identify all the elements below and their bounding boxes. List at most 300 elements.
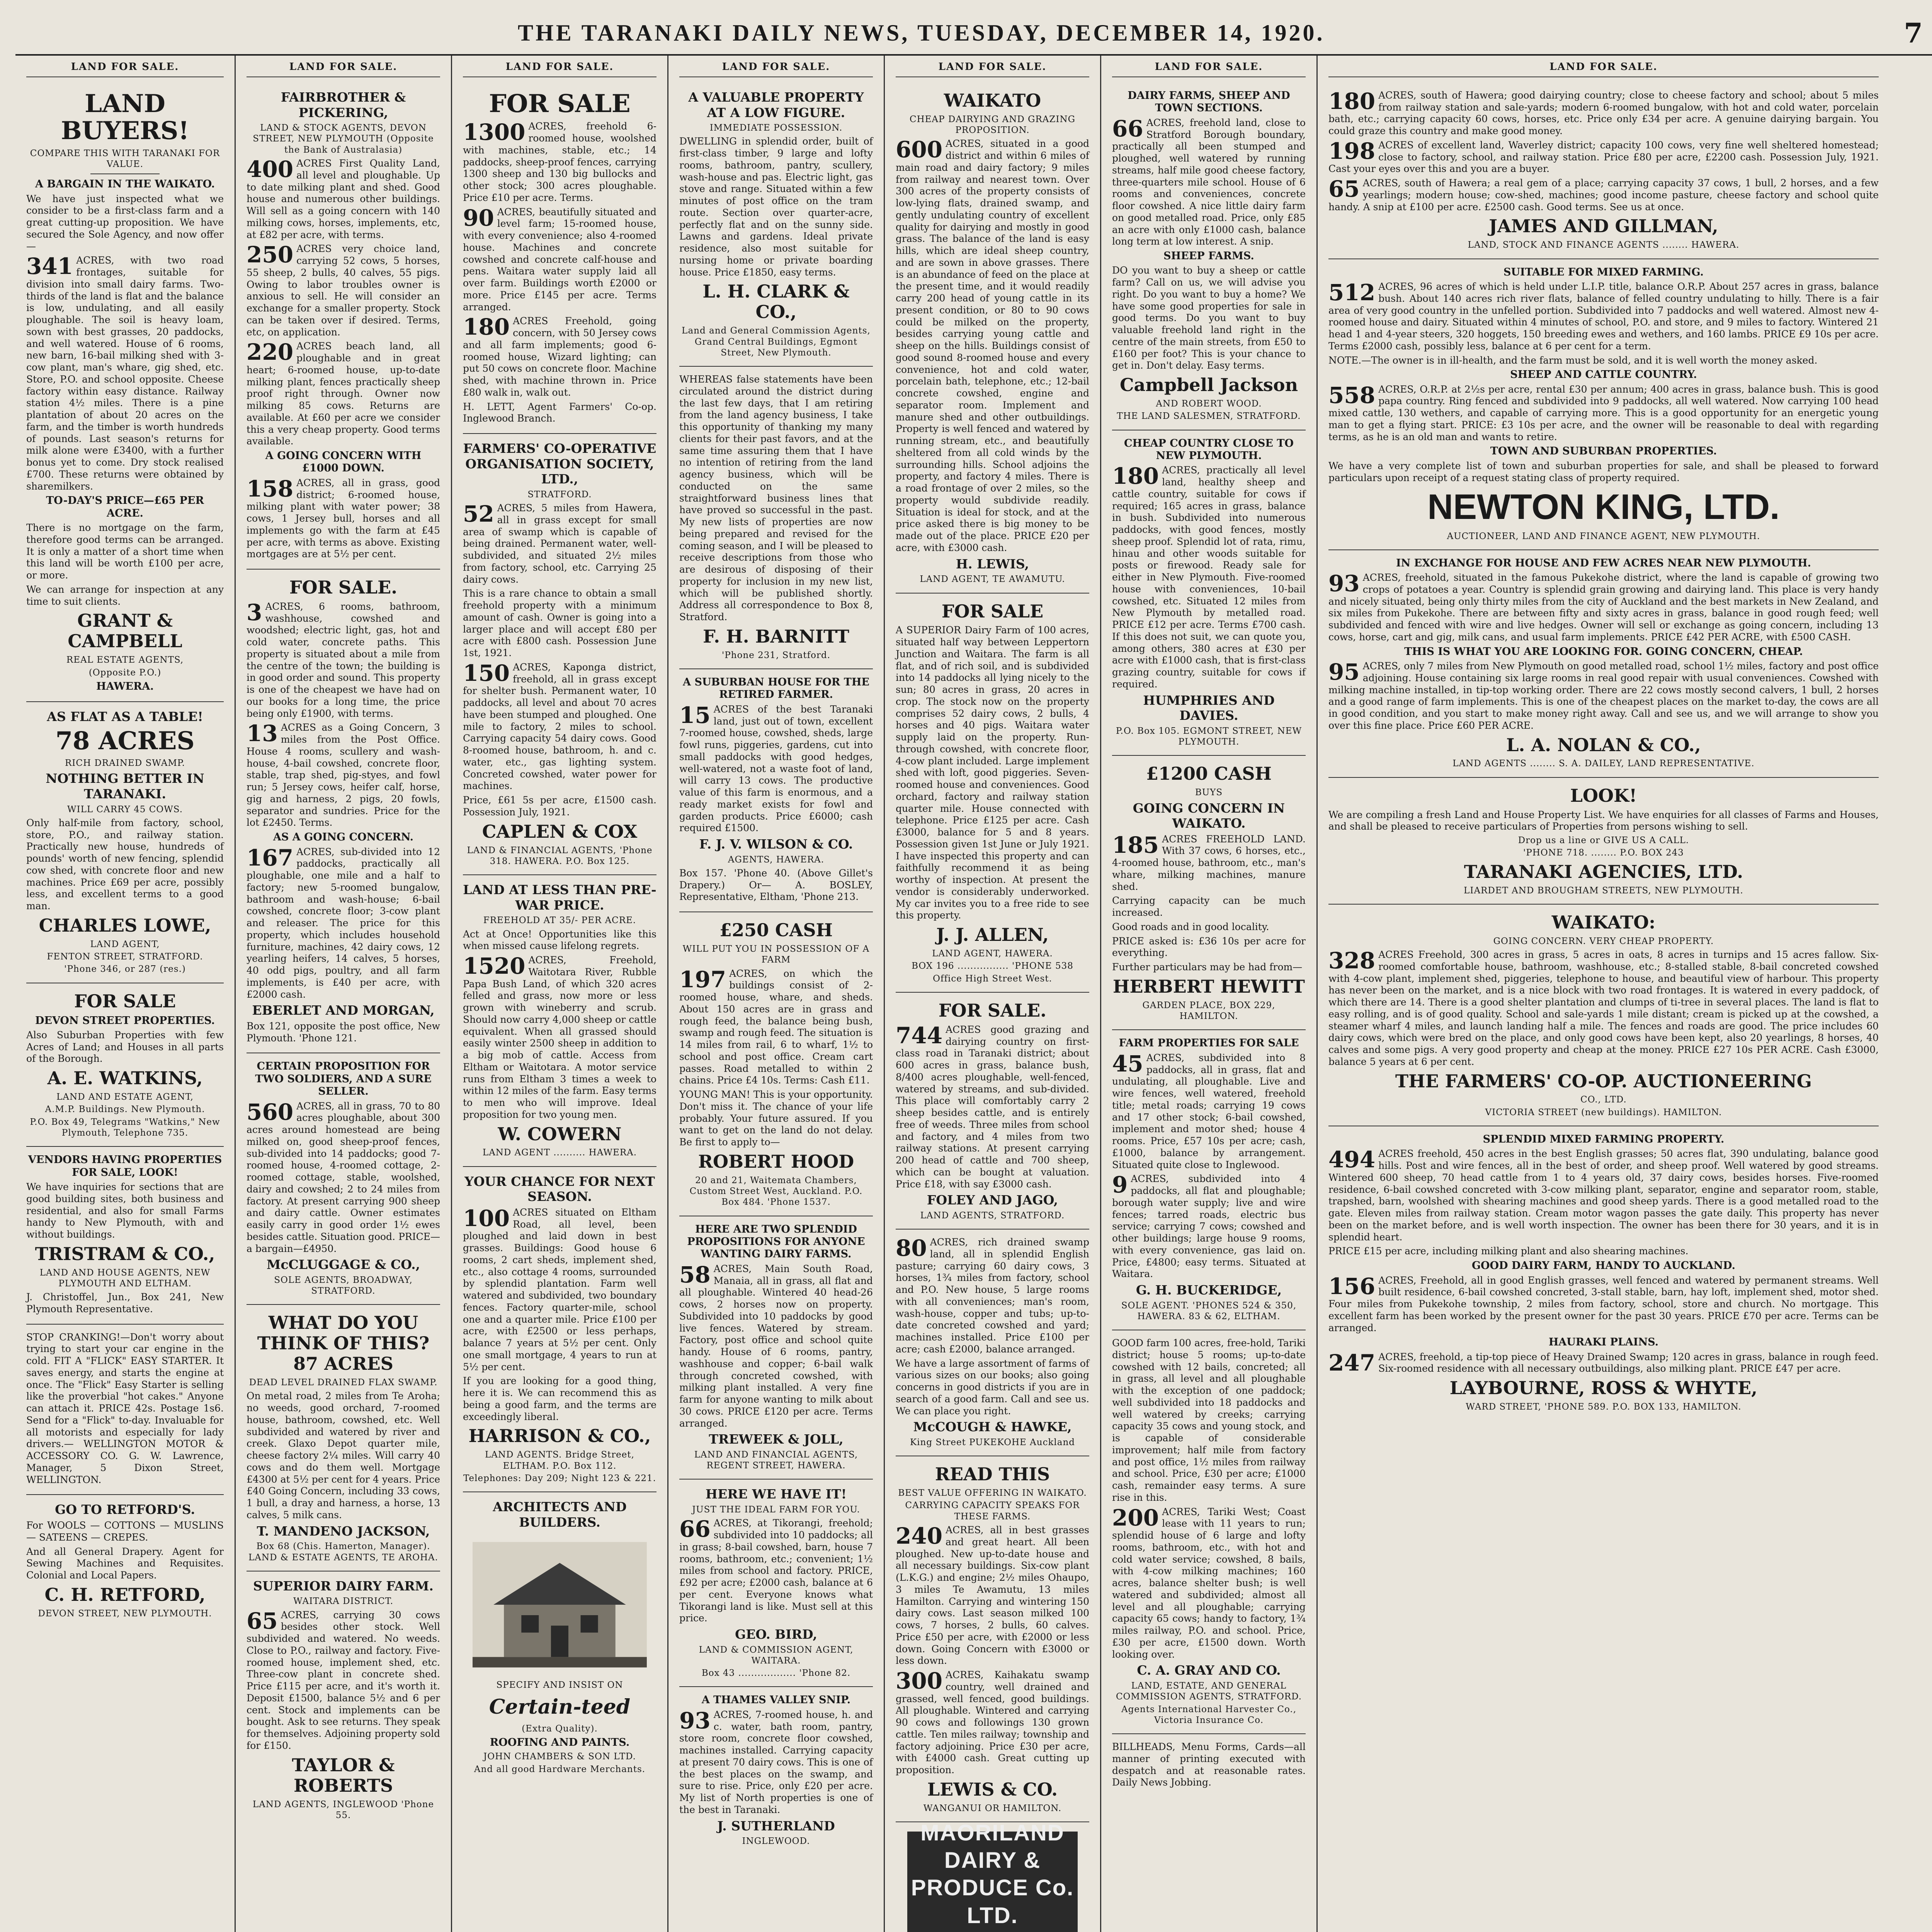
ad-waikato-dairying (896, 83, 1089, 594)
acreage: 300 (896, 1668, 943, 1694)
agent-name: C. H. RETFORD, (44, 1584, 206, 1605)
acreage: 93 (1328, 570, 1360, 597)
listing-text: ACRES, south of Hawera; a real gem of a place; carrying capacity 37 cows, 1 bull, 2 horses, and a few yearlings; modern house; cow-shed, machines; good income pasture, cheese factory and school quite handy. A snip at £100 per acre. £2500 cash. Good terms. See us at once. (1328, 177, 1879, 213)
ad-suburban-house (679, 669, 873, 912)
acreage: 247 (1328, 1349, 1376, 1376)
agent-name: HERBERT HEWITT (1113, 976, 1305, 997)
ad-title: SUITABLE FOR MIXED FARMING. (1503, 266, 1704, 278)
ad-listing (896, 1024, 1089, 1190)
agent-sub: CO., LTD. (1580, 1095, 1627, 1105)
listing-text: ACRES, on which the buildings consist of 2-roomed house, whare, and sheds. About 150 acres are in grass and rough feed, the balance being bush, swamp and rough feed. The situation is 14 miles from rail, 6 to wharf, 1½ to school and post office. Cream cart passes. Road metalled to within 2 chains. Price £4 10s. Terms: Cash £11. (679, 968, 873, 1086)
ad-subtitle: IMMEDIATE POSSESSION. (709, 123, 843, 133)
ad-devon (26, 983, 224, 1147)
ad-listing (1328, 572, 1879, 643)
ad-text: WHEREAS false statements have been circulated around the district during the last few days, that I am retiring from the land agency business, I take this opportunity of thanking my many clients for their past favors, and at the same time assuring them that I have no intention of retiring from the land agency business, which will be conducted on the same straightforward business lines that have proved so successful in the past. My new lists of properties are now being prepared and revised for the coming season, and I will be pleased to receive descriptions from those who are desirous of disposing of their property for inclusion in my new list, which will be published shortly. Address all correspondence to Box 8, Stratford. (679, 374, 873, 623)
ad-fairbrother (247, 83, 440, 570)
ad-listing (1328, 1275, 1879, 1334)
agent-addr: J. Christoffel, Jun., Box 241, New Plymouth Representative. (26, 1291, 224, 1315)
agent-name: W. COWERN (498, 1123, 622, 1145)
ad-cheap-country (1112, 430, 1306, 756)
ad-text: STOP CRANKING!—Don't worry about trying to start your car engine in the cold. FIT A "FLICK" EASY STARTER. It saves energy, and starts the engine at once. The "Flick" Easy Starter is selling like the proverbial "hot cakes." Anyone can attach it. PRICE 42s. Postage 1s6. Send for a "Flick" to-day. Invaluable for all motorists and especially for lady drivers.— WELLINGTON MOTOR & ACCESSORY CO. G. W. Lawrence, Manager, 5 Dixon Street, WELLINGTON. (26, 1331, 224, 1485)
ad-waikato-going-concern (1328, 905, 1879, 1126)
acreage: 167 (247, 844, 294, 871)
ad-text: Carrying capacity can be much increased. (1112, 895, 1306, 918)
acreage: 220 (247, 339, 294, 366)
ad-subtitle: WILL CARRY 45 COWS. (67, 804, 183, 815)
ad-listing (1328, 90, 1879, 137)
ad-read-this (896, 1456, 1089, 1822)
ad-heading: GOING CONCERN IN WAIKATO. (1133, 800, 1285, 831)
ad-heading: NOTHING BETTER IN TARANAKI. (46, 771, 204, 802)
ad-lett (463, 83, 656, 434)
acreage: 185 (1112, 832, 1159, 858)
ad-title: AS FLAT AS A TABLE! (47, 709, 203, 724)
ad-listing (463, 954, 656, 1121)
agent-sub: LAND AGENTS, STRATFORD. (920, 1210, 1065, 1221)
agent-name: HARRISON & CO., (468, 1425, 651, 1447)
ad-subtitle: CARRYING CAPACITY SPEAKS FOR THESE FARMS. (905, 1500, 1080, 1522)
ad-text: We have just inspected what we consider to be a first-class farm and a great cutting-up proposition. We have secured the Sole Agency, and now offer— (26, 193, 224, 252)
price: PRICE asked is: £36 10s per acre for everything. (1112, 935, 1306, 959)
agent-name: Campbell Jackson (1119, 374, 1298, 396)
ad-list: For WOOLS — COTTONS — MUSLINS — SATEENS — CREPES. (26, 1520, 224, 1543)
ad-text: A SUPERIOR Dairy Farm of 100 acres, situated half way between Leppertorn Junction and Waitara. The farm is all flat, and of rich soil, and is subdivided into 14 paddocks all lying nicely to the sun; 80 acres in grass, 20 acres in crop. The stock now on the property comprises 52 dairy cows, 2 bulls, 4 horses and 40 pigs. Waitara water supply laid on the property. Run-through cowshed, with concrete floor, 4-cow plant included. Large implement shed with loft, good piggeries. Seven-roomed house and conveniences. Good orchard, factory and railway station quarter mile. House connected with telephone. Price £125 per acre. Cash £3000, balance for 5 and 8 years. Possession given 1st June or July 1921. I have inspected this property and can faithfully recommend it as being worthy of inspection. At present the vendor is considerably underworked. My car invites you to a free ride to see this property. (896, 624, 1089, 921)
ad-pre-war (463, 875, 656, 1167)
agent-sub: SOLE AGENTS, BROADWAY, STRATFORD. (274, 1275, 413, 1296)
ad-valuable-property (679, 83, 873, 367)
acreage: 66 (1112, 115, 1143, 142)
listing-text: ACRES, Kaponga district, freehold, all in grass except for shelter bush. Permanent water, 10 paddocks, all level and about 70 acres have been stumped and ploughed. One mile to factory, 2 miles to school. Carrying capacity 54 dairy cows. Good 8-roomed house, bathroom, h. and c. water, etc., gas lighting system. Concreted cowshed, water power for machines. (463, 661, 656, 792)
acreage: 93 (679, 1707, 711, 1734)
agent-sub: LAND & COMMISSION AGENT, WAITARA. (699, 1645, 854, 1666)
listing-text: ACRES First Quality Land, all level and ploughable. Up to date milking plant and shed. Good house and numerous other buildings. Will sell as a going concern with 140 milking cows, horses, implements, etc, at £82 per acre, with terms. (247, 158, 440, 240)
ad-listing (679, 1709, 873, 1816)
acreage: 15 (679, 702, 711, 728)
agent-sub: LAND AGENT, TE AWAMUTU. (920, 574, 1065, 585)
ad-flat-table (26, 702, 224, 983)
listing-text: ACRES, Freehold, Waitotara River, Rubble Papa Bush Land, of which 320 acres felled and grass, now more or less grown with wineberry and scrub. Should now carry 4,000 sheep or cattle equivalent. When all grassed should easily winter 2500 sheep in addition to a big mob of cattle. Access from Eltham or Waitotara. A motor service runs from Eltham 3 times a week to within 12 miles of the farm. Easy terms to men who will improve. Ideal proposition for two young men. (463, 954, 656, 1120)
ad-james-gillman (1328, 83, 1879, 259)
ad-listing (679, 704, 873, 834)
ad-text: Also Suburban Properties with few Acres of Land; and Houses in all parts of the Borough. (26, 1029, 224, 1065)
ad-two-propositions (679, 1216, 873, 1480)
listing-text: ACRES, Main South Road, Manaia, all in grass, all flat and all ploughable. Wintered 40 head-26 cows, 2 horses now on property. Subdivided into 10 paddocks by good live fences. Watered by stream. Factory, post office and school quite handy. House of 6 rooms, pantry, washhouse and copper; 6-bail walk through concreted cowshed, with milking plant installed. A very fine farm for anyone wanting to milk about 30 cows. PRICE £120 per acre. Terms arranged. (679, 1263, 873, 1429)
ad-text: GOOD farm 100 acres, free-hold, Tariki district; house 5 rooms; up-to-date cowshed with 12 bails, concreted; all in grass, all level and all ploughable with the exception of one paddock; well subdivided into 18 paddocks and well watered by creeks; carrying capacity 35 cows and young stock, and is capable of considerable improvement; half mile from factory and post office, 1½ miles from railway and school. Price, £30 per acre; £1000 cash, remainder easy terms. A sure rise in this. (1112, 1337, 1306, 1503)
ad-thames-snip (679, 1687, 873, 1854)
agent-phone: Telephones: Day 209; Night 123 & 221. (463, 1473, 656, 1483)
agent-name: HUMPHRIES AND DAVIES. (1143, 692, 1275, 723)
listing-text: ACRES, south of Hawera; good dairying country; close to cheese factory and school; about 5 miles from railway station and sale-yards; modern 6-roomed bungalow, with hot and cold water, porcelain bath, etc.; carrying capacity 60 cows, horses, etc. Price only £34 per acre. A genuine dairying bargain. You could graze this country and make good money. (1328, 89, 1879, 137)
masthead (15, 12, 1932, 56)
column-header: LAND FOR SALE. (1112, 60, 1306, 77)
ad-nolan (1328, 550, 1879, 778)
agent-name: L. A. NOLAN & CO., (1506, 734, 1701, 755)
ad-subtitle: FREEHOLD AT 35/- PER ACRE. (483, 915, 636, 926)
ad-listing (1328, 1351, 1879, 1375)
ad-listing (679, 1517, 873, 1624)
ad-text: If you are looking for a good thing, here it is. We can recommend this as being a good farm, and the terms are exceedingly liberal. (463, 1375, 656, 1422)
column-5 (885, 56, 1101, 1932)
listing-text: ACRES, O.R.P. at 2½s per acre, rental £30 per annum; 400 acres in grass, balance bush. This is good papa country. Ring fenced and subdivided into 9 paddocks, all well watered. Now carrying 100 head mixed cattle, 130 wethers, and capable of carrying more. This is a good opportunity for an energetic young man to get a flying start. PRICE: £3 10s per acre, and the owner will be reasonable to deal with regarding terms, as he is an old man and wants to retire. (1328, 383, 1879, 442)
ad-listing (463, 662, 656, 792)
ad-text: There is no mortgage on the farm, therefore good terms can be arranged. It is only a matter of a short time when this land will be worth £100 per acre, or more. (26, 522, 224, 581)
ad-title: ARCHITECTS AND BUILDERS. (493, 1499, 627, 1530)
ad-title: IN EXCHANGE FOR HOUSE AND FEW ACRES NEAR NEW PLYMOUTH. (1396, 557, 1811, 569)
ad-billheads (1112, 1734, 1306, 1797)
acreage: 65 (1328, 176, 1360, 202)
acreage: 3 (247, 599, 262, 626)
ad-text: NOTE.—The owner is in ill-health, and the farm must be sold, and it is well worth the money asked. (1328, 354, 1818, 366)
listing-text: ACRES, freehold land, close to Stratford Borough boundary, practically all been stumped and ploughed, well watered by running streams, half mile good cheese factory, three-quarters mile school. House of 6 rooms and conveniences, concrete floor cowshed. A nice little dairy farm on good metalled road. Price, only £85 an acre with only £1000 cash, balance long term at low interest. A snip. (1112, 117, 1306, 247)
listing-text: ACRES, at Tikorangi, freehold; subdivided into 10 paddocks; all in grass; 8-bail cowshed, barn, house 7 rooms, bathroom, etc.; convenient; 1½ miles from school and factory. PRICE, £92 per acre; £2000 cash, balance at 6 per cent. Everyone knows what Tikorangi land is like. Must sell at this price. (679, 1517, 873, 1624)
ad-title: A THAMES VALLEY SNIP. (701, 1694, 851, 1706)
agent-name: T. MANDENO JACKSON, (257, 1523, 430, 1539)
ad-eberlet (247, 570, 440, 1053)
ad-text: On metal road, 2 miles from Te Aroha; no weeds, good orchard, 7-roomed house, bathroom, cowshed, etc. Well subdivided and watered by river and creek. Glaxo Depot quarter mile, cheese factory 2¼ miles. Will carry 40 cows and do them well. Mortgage £4300 at 5½ per cent for 4 years. Price £40 Going Concern, including 33 cows, 1 bull, a dray and harness, a horse, 13 calves, 5 milk cans. (247, 1390, 440, 1520)
listing-text: ACRES Freehold, going concern, with 50 Jersey cows and all farm implements; good 6-roomed house, Wizard lighting; can put 50 cows on concrete floor. Machine shed, with machine thrown in. Price £80 walk in, walk out. (463, 315, 656, 398)
listing-text: ACRES, all in grass, good district; 6-roomed house, milking plant with water power; 38 cows, 1 Jersey bull, horses and all implements go with the farm at £45 per acre, with terms as above. Existing mortgages are at 5½ per cent. (247, 477, 440, 560)
ad-acres: 78 ACRES (55, 726, 195, 755)
maoriland-logo (907, 1820, 1078, 1932)
ad-text: BILLHEADS, Menu Forms, Cards—all manner of printing executed with despatch and at reasonable rates. Daily News Jobbing. (1112, 1741, 1306, 1788)
agent-name: A. E. WATKINS, (47, 1068, 203, 1089)
agent-name: EBERLET AND MORGAN, (252, 1003, 435, 1018)
agent-phone: 'PHONE 718. ........ P.O. BOX 243 (1523, 848, 1684, 858)
agent-name: L. H. CLARK & CO., (702, 281, 850, 323)
agent-name: JAMES AND GILLMAN, (1489, 216, 1718, 237)
ad-heading: A GOING CONCERN WITH £1000 DOWN. (265, 450, 422, 474)
listing-text: ACRES, carrying 30 cows besides other stock. Well subdivided and watered. No weeds. Close to P.O., railway and factory. Five-roomed house, implement shed, etc. Three-cow plant in concrete shed. Price £115 per acre, and it's worth it. Deposit £1500, balance 5½ and 6 per cent. Stock and implements can be bought. Ask to see returns. They speak for themselves. Adjoining property sold for £150. (247, 1609, 440, 1751)
listing-text: ACRES, freehold 6-roomed house, woolshed with machines, stable, etc.; 14 paddocks, sheep-proof fences, carrying 1300 sheep and 130 big bullocks and other stock; 300 acres ploughable. Price £10 per acre. Terms. (463, 121, 656, 203)
ad-subtitle: WAITARA DISTRICT. (293, 1596, 394, 1607)
ad-listing (1112, 1506, 1306, 1661)
ad-title: SPLENDID MIXED FARMING PROPERTY. (1483, 1133, 1725, 1145)
agent-sub: Agents International Harvester Co., Victoria Insurance Co. (1121, 1704, 1297, 1725)
agent-phone: 'Phone 231, Stratford. (721, 650, 831, 660)
ad-listing (247, 722, 440, 829)
ad-listing (896, 1524, 1089, 1667)
ad-text: We have a large assortment of farms of various sizes on our books; also going concerns in good districts if you are in search of a good farm. Call and see us. We can place you right. (896, 1357, 1089, 1417)
agent-name: GRANT & CAMPBELL (68, 610, 182, 652)
ad-subtitle: CHEAP DAIRYING AND GRAZING PROPOSITION. (909, 114, 1076, 136)
ad-listing (463, 206, 656, 313)
ad-1200-cash (1112, 756, 1306, 1030)
column-6 (1101, 56, 1318, 1932)
ad-listing (247, 158, 440, 241)
listing-text: ACRES, Tariki West; Coast lease with 11 years to run; splendid house of 6 large and lofty rooms, bathroom, etc., with hot and cold water service; cowshed, 8 bails, with 4-cow milking machines; 160 acres, balance shelter bush; is well watered and subdivided; almost all level and all ploughable; carrying capacity 65 cows; handy to factory, 1¾ miles railway, P.O. and school. Price, £30 per acre, £1500 down. Worth looking over. (1112, 1506, 1306, 1660)
ad-text: Act at Once! Opportunities like this when missed cause lifelong regrets. (463, 928, 656, 952)
ad-title: £250 CASH (719, 920, 833, 941)
ad-text: We have inquiries for sections that are good building sites, both business and residential, and also for small Farms handy to New Plymouth, with and without buildings. (26, 1181, 224, 1240)
ad-title: A VALUABLE PROPERTY AT A LOW FIGURE. (688, 89, 864, 120)
column-header: LAND FOR SALE. (26, 60, 224, 77)
ad-subtitle: BEST VALUE OFFERING IN WAIKATO. (898, 1488, 1087, 1498)
agent-addr: (Opposite P.O.) (88, 667, 162, 678)
agent-name: FAIRBROTHER & PICKERING, (281, 89, 406, 120)
acreage: 156 (1328, 1273, 1376, 1299)
ad-superior-dairy (247, 1571, 440, 1828)
agent-sub: SOLE AGENT. 'PHONES 524 & 350, HAWERA. 83 & 62, ELTHAM. (1121, 1300, 1297, 1321)
agent-name: TARANAKI AGENCIES, LTD. (1464, 861, 1743, 882)
agent-addr: Box 157. 'Phone 40. (Above Gillet's Drapery.) Or— A. BOSLEY, Representative, Eltham, 'Phone 213. (679, 867, 873, 903)
listing-text: ACRES Freehold, 300 acres in grass, 5 acres in oats, 8 acres in turnips and 15 acres fallow. Six-roomed comfortable house, bathroom, washhouse, etc.; 8-stalled stable, 8-bail concreted cowshed with 4-cow plant, implement shed, piggeries, telephone to house, and beautiful view of harbour. This property has never been on the market, and is a nice block with two road frontages. It is watered in every paddock, of which there are 14. There is a good shelter plantation and clumps of ti-tree in several places. The land is flat to easy rolling, and is of good quality. School and sale-yards 1 mile distant; cream is picked up at the cowshed, a steamer wharf 4 miles, and launch landing half a mile. The fences and roads are good. The price includes 60 dairy cows, which were bred on the place, and only good cows have been kept, also 20 yearlings, 8 horses, 40 calves and some pigs. A very good property and cheap at the money. PRICE £27 10s PER ACRE. Cash £3000, balance 5 years at 6 per cent. (1328, 949, 1879, 1067)
listing-text: ACRES of excellent land, Waverley district; capacity 100 cows, very fine well sheltered homestead; close to factory, school, and railway station. Price £80 per acre, £2200 cash. Possession July, 1921. Cast your eyes over this and you are a buyer. (1328, 139, 1879, 175)
ad-listing (679, 968, 873, 1087)
agent-name: GEO. BIRD, (735, 1627, 817, 1642)
listing-text: ACRES very choice land, carrying 52 cows, 5 horses, 55 sheep, 2 bulls, 40 calves, 55 pigs. Owing to labor troubles owner is anxious to sell. He will consider an exchange for a smaller property. Stock can be taken over if desired. Terms, etc, on application. (247, 243, 440, 338)
agent-sub: LAND AND FINANCIAL AGENTS, REGENT STREET, HAWERA. (694, 1449, 858, 1471)
ad-heading: ROOFING AND PAINTS. (490, 1736, 630, 1748)
ad-listing (1328, 384, 1879, 443)
agent-sub: And all good Hardware Merchants. (474, 1764, 646, 1774)
agent-sub: LIARDET AND BROUGHAM STREETS, NEW PLYMOUTH. (1464, 885, 1743, 896)
ad-mccough-hawke (896, 1230, 1089, 1456)
acreage: 200 (1112, 1504, 1159, 1531)
ad-heading: SHEEP FARMS. (1163, 250, 1254, 262)
acreage: 560 (247, 1099, 294, 1125)
agent-sub: LAND AGENT .......... HAWERA. (482, 1148, 637, 1158)
acreage: 65 (247, 1607, 278, 1634)
ad-listing (247, 1100, 440, 1255)
agent-name: McCLUGGAGE & CO., (266, 1257, 420, 1272)
agent-name: J. J. ALLEN, (936, 924, 1049, 946)
agent-name: F. J. V. WILSON & CO. (699, 837, 853, 852)
acreage: 1520 (463, 953, 526, 980)
agent-name: FOLEY AND JAGO, (927, 1192, 1058, 1208)
acreage: 1300 (463, 119, 526, 146)
ad-listing (679, 1263, 873, 1430)
ad-title: FOR SALE (489, 89, 631, 118)
agent-name: C. A. GRAY AND CO. (1137, 1663, 1281, 1678)
column-4 (668, 56, 885, 1932)
ad-listing (26, 255, 224, 492)
listing-text: ACRES of the best Taranaki land, just out of town, excellent 7-roomed house, cowshed, sheds, large fowl runs, piggeries, gardens, cut into small paddocks with good hedges, well-watered, not a waste foot of land, will carry 13 cows. The productive value of this farm is enormous, and a ready market exists for fowl and garden products. Price £6000; cash required £1500. (679, 703, 873, 834)
ad-listing (247, 243, 440, 338)
listing-text: ACRES situated on Eltham Road, all level, been ploughed and laid down in best grasses. Buildings: Good house 6 rooms, 2 cart sheds, implement shed, etc., also cottage 4 rooms, surrounded by splendid plantation. Farm well watered and subdivided, two boundary fences. Factory quarter-mile, school one and a quarter mile. Price £100 per acre, with £2500 or less perhaps, balance 7 years at 5½ per cent. Only one small mortgage, 4 years to run at 5½ per cent. (463, 1206, 656, 1372)
acreage: 180 (1328, 88, 1376, 114)
ad-listing (463, 502, 656, 585)
acreage: 512 (1328, 279, 1376, 306)
column-3 (452, 56, 668, 1932)
price: TO-DAY'S PRICE—£65 PER ACRE. (46, 495, 204, 519)
acreage: 90 (463, 204, 494, 231)
ad-text: We are compiling a fresh Land and House Property List. We have enquiries for all classes of Farms and Houses, and shall be pleased to receive particulars of Properties from persons wishing to sell. (1328, 809, 1879, 832)
agent-sub: AUCTIONEER, LAND AND FINANCE AGENT, NEW PLYMOUTH. (1447, 531, 1760, 541)
listing-text: ACRES, Freehold, all in good English grasses, well fenced and watered by permanent streams. Well built residence, 6-bail cowshed concreted, 3-stall stable, barn, hay loft, implement shed, motor shed. Four miles from Pukekohe township, 2 miles from factory, school, store and church. No mortgage. This excellent farm has been worked by the present owner for the past 30 years. PRICE £70 per acre. Terms can be arranged. (1328, 1274, 1879, 1333)
ad-farm-properties (1112, 1030, 1306, 1330)
ad-listing (247, 846, 440, 1001)
ad-campbell-jackson (1112, 83, 1306, 430)
price: Price, £61 5s per acre, £1500 cash. Possession July, 1921. (463, 794, 656, 818)
ad-text: And all General Drapery. Agent for Sewing Machines and Requisites. Colonial and Local Papers. (26, 1546, 224, 1581)
ad-gray-co (1112, 1330, 1306, 1734)
acreage: 100 (463, 1205, 510, 1231)
ad-title: FOR SALE (74, 990, 176, 1012)
ad-title: LAND AT LESS THAN PRE-WAR PRICE. (463, 882, 656, 913)
agent-name: THE FARMERS' CO-OP. AUCTIONEERING (1395, 1070, 1812, 1092)
agent-sub: GARDEN PLACE, BOX 229, HAMILTON. (1142, 1000, 1276, 1022)
acreage: 9 (1112, 1172, 1128, 1198)
ad-title: CHEAP COUNTRY CLOSE TO NEW PLYMOUTH. (1124, 437, 1294, 462)
agent-sub: 20 and 21, Waitemata Chambers, Custom Street West, Auckland. P.O. Box 484. 'Phone 1537. (689, 1175, 863, 1208)
ad-newton-king (1328, 259, 1879, 550)
agent-phone: BOX 196 ................ 'PHONE 538 (912, 961, 1073, 971)
ad-title: LOOK! (1570, 785, 1637, 806)
acreage: 198 (1328, 138, 1376, 164)
ad-text: This is a rare chance to obtain a small freehold property with a minimum amount of cash. Owner is going into a larger place and will accept £80 per acre with £800 cash. Possession June 1st, 1921. (463, 588, 656, 659)
acreage: 52 (463, 501, 494, 527)
ad-heading: A BARGAIN IN THE WAIKATO. (35, 178, 215, 190)
agent-addr: Office High Street West. (933, 973, 1052, 984)
ad-title: A SUBURBAN HOUSE FOR THE RETIRED FARMER. (683, 676, 869, 701)
column-header: LAND FOR SALE. (679, 60, 873, 77)
ad-text: Only half-mile from factory, school, store, P.O., and railway station. Practically new house, hundreds of pounds' worth of new fencing, splendid cow shed, with concrete floor and new machines. Price £69 per acre, possibly less, and excellent terms to a good man. (26, 817, 224, 912)
ad-title: DAIRY FARMS, SHEEP AND TOWN SECTIONS. (1128, 89, 1290, 114)
listing-text: ACRES, 7-roomed house, h. and c. water, bath room, pantry, store room, concrete floor cowshed, machines installed. Carrying capacity at present 70 dairy cows. This is one of the best places on the swamp, and sure to rise. Price, only £20 per acre. My list of North properties is one of the best in Taranaki. (679, 1709, 873, 1815)
ad-heading: TOWN AND SUBURBAN PROPERTIES. (1490, 445, 1717, 457)
ad-listing (247, 477, 440, 560)
ad-title: £1200 CASH (1146, 763, 1272, 784)
ad-certain-teed (463, 1492, 656, 1782)
acreage: 494 (1328, 1146, 1376, 1173)
ad-listing (1112, 1052, 1306, 1171)
brand-sub: (Extra Quality). (522, 1723, 598, 1734)
agent-sub: LAND AGENTS. Bridge Street, ELTHAM. P.O. Box 112. (485, 1450, 634, 1471)
acreage: 45 (1112, 1050, 1143, 1077)
ad-listing (1112, 833, 1306, 893)
agent-town: INGLEWOOD. (742, 1836, 810, 1847)
listing-text: ACRES, rich drained swamp land, all in splendid English pasture; carrying 60 dairy cows, 3 horses, 1¾ miles from factory, school and P.O. New house, 5 large rooms with all conveniences; man's room, wash-house, copper and tubs; up-to-date concreted cowshed and yard; machines installed. Price £100 per acre; cash £2000, balance arranged. (896, 1236, 1089, 1355)
ad-title: GO TO RETFORD'S. (55, 1502, 195, 1517)
agent-sub: LAND AGENT, HAWERA. (932, 949, 1053, 959)
agent-phone: P.O. Box 49, Telegrams "Watkins," New Plymouth, Telephone 735. (30, 1117, 220, 1138)
agent-sub: LAND AND HOUSE AGENTS, NEW PLYMOUTH AND ELTHAM. (39, 1267, 211, 1289)
acreage: 180 (463, 314, 510, 340)
column-header: LAND FOR SALE. (896, 60, 1089, 77)
listing-text: ACRES, 5 miles from Hawera, all in grass except for small area of swamp which is capable of being drained. Permanent water, well-subdivided, and situated 2½ miles from factory, school, etc. Carrying 25 dairy cows. (463, 502, 656, 585)
listing-text: ACRES, 6 rooms, bathroom, washhouse, cowshed and woodshed; electric light, gas, hot and cold water, concrete paths. This property is situated about a mile from the centre of the town; the building is in good order and sound. This property is one of the cheapest we have had on our books for a long time, the price being only £1900, with terms. (247, 600, 440, 719)
ad-heading: SHEEP AND CATTLE COUNTRY. (1510, 369, 1697, 381)
agent-addr: Box 121, opposite the post office, New Plymouth. 'Phone 121. (247, 1020, 440, 1044)
acreage: 240 (896, 1523, 943, 1549)
ad-listing (1328, 660, 1879, 732)
agent-phone: 'Phone 346, or 287 (res.) (64, 964, 186, 975)
ad-barnitt (679, 367, 873, 669)
agent-name: TRISTRAM & CO., (35, 1243, 215, 1264)
agent-name: CHARLES LOWE, (39, 915, 211, 936)
ad-listing (1328, 949, 1879, 1068)
ad-text: Further particulars may be had from— (1112, 961, 1303, 973)
ad-subtitle: SPECIFY AND INSIST ON (496, 1680, 623, 1690)
agent-sub: WARD STREET, 'PHONE 589. P.O. BOX 133, HAMILTON. (1466, 1402, 1742, 1412)
listing-text: ACRES, sub-divided into 12 paddocks, practically all ploughable, one mile and a half to factory; new 5-roomed bungalow, bathroom and wash-house; 6-bail cowshed, concrete floor; 3-cow plant and releaser. The price for this property, which includes household furniture, machines, 42 dairy cows, 12 yearling heifers, 14 calves, 5 horses, 40 odd pigs, poultry, and all farm implements, is £40 per acre, with £2000 cash. (247, 846, 440, 1000)
listing-text: ACRES, Kaihakatu swamp country, well drained and grassed, well fenced, good buildings. All ploughable. Wintered and carrying 90 cows and followings 130 grown cattle. Ten miles railway; township and factory adjoining. Price £30 per acre, with £4000 cash. Great cutting up proposition. (896, 1669, 1089, 1776)
agent-sub: P.O. Box 105. EGMONT STREET, NEW PLYMOUTH. (1116, 726, 1302, 747)
acreage: 150 (463, 660, 510, 686)
agent-name: CAPLEN & COX (482, 821, 638, 842)
listing-text: ACRES as a Going Concern, 3 miles from the Post Office. House 4 rooms, scullery and wash-house, 4-bail cowshed, concrete floor, stable, trap shed, pig-styes, and fowl run; 5 Jersey cows, heifer calf, horse, gig and harness, 2 pigs, 20 fowls, separator and sundries. Price for the lot £2450. Terms. (247, 722, 440, 828)
ad-heading: THIS IS WHAT YOU ARE LOOKING FOR. GOING CONCERN, CHEAP. (1404, 645, 1803, 658)
agent-sub: LAND & FINANCIAL AGENTS, 'Phone 318. HAWERA. P.O. Box 125. (467, 845, 653, 866)
ad-heading: GOOD DAIRY FARM, HANDY TO AUCKLAND. (1471, 1260, 1735, 1272)
listing-text: ACRES, situated in a good district and within 6 miles of main road and dairy factory; 9 miles from railway and nearest town. Over 300 acres of the property consists of low-lying flats, drained swamp, and gently undulating country of excellent quality for dairying and mostly in good grass. The balance of the land is easy hills, which are ideal sheep country, and are sown in above grasses. There is an abundance of feed on the place at the present time, and it would readily carry 200 head of young cattle in its present condition, or 80 to 90 cows could be milked on the property, besides carrying young cattle and sheep on the hills. Buildings consist of good sound 8-roomed house and every convenience, hot and cold water, porcelain bath, telephone, etc.; 12-bail concrete cowshed, engine and separator room. Implement and manure shed and other outbuildings. Property is well fenced and watered by running stream, etc., and beautifully sheltered from all cold winds by the surrounding hills. School adjoins the property, and factory 4 miles. There is a road frontage of over 2 miles, so the property would subdivide readily. Situation is ideal for stock, and at the price asked there is big money to be made out of the place. PRICE £20 per acre, with £3000 cash. (896, 138, 1089, 553)
agent-name: McCOUGH & HAWKE, (913, 1419, 1072, 1435)
listing-text: ACRES, practically all level land, healthy sheep and cattle country, suitable for cows if required; 165 acres in grass, balance in bush. Subdivided into numerous paddocks, with good fences, mostly sheep proof. Splendid lot of rata, rimu, hinau and other woods suitable for posts or firewood. Ready sale for either in New Plymouth. Five-roomed house with conveniences, 10-bail cowshed, etc. Situated 12 miles from New Plymouth by metalled road. PRICE £12 per acre. Terms £700 cash. If this does not suit, we can quote you, among others, 380 acres at £30 per acre with £1000 cash, that is first-class grazing country, suitable for cows if required. (1112, 464, 1306, 690)
listing-text: ACRES beach land, all ploughable and in great heart; 6-roomed house, up-to-date milking plant, fences practically sheep proof right through. Owner now milking 85 cows. Returns are available. At £60 per acre we consider this a very cheap property. Good terms available. (247, 340, 440, 447)
ad-title: HERE WE HAVE IT! (705, 1486, 847, 1502)
ad-listing (247, 340, 440, 447)
column-header: LAND FOR SALE. (463, 60, 656, 77)
ad-subtitle: BUYS (1195, 787, 1223, 798)
acreage: 558 (1328, 382, 1376, 408)
acreage: 80 (896, 1235, 927, 1262)
agent-town: STRATFORD. (527, 489, 592, 500)
agent-sub: LAND AGENT, (90, 939, 160, 949)
column-2 (236, 56, 452, 1932)
agent-sub: THE LAND SALESMEN, STRATFORD. (1117, 411, 1301, 422)
ad-listing (463, 121, 656, 204)
ad-listing (1112, 464, 1306, 690)
ad-title: FOR SALE. (938, 1000, 1047, 1021)
ad-listing (1112, 117, 1306, 248)
ad-listing (1328, 1148, 1879, 1243)
agent-sub: WANGANUI OR HAMILTON. (923, 1803, 1062, 1813)
agent-name: LEWIS & CO. (927, 1779, 1058, 1800)
ad-title: READ THIS (935, 1464, 1050, 1485)
agent-sub: LAND AND ESTATE AGENT, (56, 1092, 194, 1102)
ad-title: VENDORS HAVING PROPERTIES FOR SALE, LOOK! (28, 1154, 222, 1179)
agent-addr: DEVON STREET, NEW PLYMOUTH. (38, 1608, 212, 1619)
ad-here-we-have-it (679, 1480, 873, 1687)
agent-name: F. H. BARNITT (703, 626, 849, 647)
agent-name: JOHN CHAMBERS & SON LTD. (483, 1752, 636, 1762)
ad-subtitle: Drop us a line or GIVE US A CALL. (1518, 835, 1689, 846)
price: PRICE £15 per acre, including milking plant and also shearing machines. (1328, 1245, 1689, 1257)
acreage: 400 (247, 156, 294, 182)
listing-text: ACRES, freehold, situated in the famous Pukekohe district, where the land is capable of growing two crops of potatoes a year. Country is splendid grain growing and dairying land. This place is very handy and nicely situated, being only thirty miles from the city of Auckland and the best markets in New Zealand, and six miles from Pukekohe. There are between fifty and sixty acres in grass, balance in good rough feed; well subdivided and fenced with wire and live hedges. Owner will sell or exchange as going concern, including 13 cows, horse, cart and gig, milk cans, and usual farm implements. PRICE £42 PER ACRE, with £500 CASH. (1328, 572, 1879, 643)
logo-text: MAORILAND DAIRY & PRODUCE Co. LTD. (911, 1820, 1074, 1928)
ad-subtitle: DEAD LEVEL DRAINED FLAX SWAMP. (249, 1378, 438, 1388)
ad-vendors (26, 1147, 224, 1324)
acreage: 744 (896, 1022, 943, 1049)
listing-text: ACRES, 96 acres of which is held under L.I.P. title, balance O.R.P. About 257 acres in grass, balance bush. About 140 acres rich river flats, balance of felled country undulating to hilly. There is a fair area of very good country in the unfelled portion. Subdivided into 7 paddocks and well watered. Almost new 4-roomed house and dairy. Situated within 4 minutes of school, P.O. and store, and 9 miles to factory. Wintered 21 head 1 and 4-year steers, 320 hoggets, 150 breeding ewes and wethers, and 160 lambs. PRICE £9 10s per acre. Terms £2000 cash, possibly less, balance at 6 per cent for a term. (1328, 281, 1879, 352)
ad-text: DWELLING in splendid order, built of first-class timber, 9 large and lofty rooms, bathroom, pantry, scullery, wash-house and pas. Electric light, gas stove and range. Situated within a few minutes of post office on the tram route. Section over quarter-acre, perfectly flat and on the sunny side. Lawns and gardens. Ideal private residence, also most suitable for nursing home or private boarding house. Price £1850, easy terms. (679, 136, 873, 278)
agent-sub: LAND & STOCK AGENTS, DEVON STREET, NEW PLYMOUTH (Opposite the Bank of Australasia) (253, 123, 434, 155)
agent-name: ROBERT HOOD (698, 1151, 854, 1172)
acreage: 197 (679, 966, 726, 993)
acreage: 328 (1328, 947, 1376, 974)
ad-maoriland-dairy (896, 1822, 1089, 1932)
brand-name: Certain-teed (489, 1695, 631, 1719)
ad-heading: AS A GOING CONCERN. (273, 831, 414, 844)
columns (15, 56, 1932, 1932)
masthead-title: THE TARANAKI DAILY NEWS, TUESDAY, DECEMBER 14, 1920. (518, 20, 1325, 46)
listing-text: ACRES, all in grass, 70 to 80 acres ploughable, about 300 acres around homestead are being milked on, good sheep-proof fences, sub-divided into 14 paddocks; good 7-roomed house, 4-roomed cottage, 2-roomed cottage, stable, woolshed, dairy and cowshed; 2 to 24 miles from factory. At present carrying 900 sheep and dairy cattle. Owner estimates easily carry in good order 1½ ewes besides cattle. Situation good. PRICE—a bargain—£4950. (247, 1100, 440, 1254)
ad-next-season (463, 1167, 656, 1492)
listing-text: ACRES freehold, 450 acres in the best English grasses; 50 acres flat, 390 undulating, balance good hills. Post and wire fences, all in the best of order, and sheep proof. Well watered by good streams. Wintered 600 sheep, 70 head cattle from 1 to 4 years old, 37 dairy cows, besides horses. Five-roomed residence, 6-bail cowshed concreted with 3-cow milking plant, separator, engine and separator room, stable, trapshed, barn, woolshed with shearing machines and good sheep yards. There is a good metalled road to the gate. Eleven miles from railway station. Cream motor wagon passes the gate daily. This property has never been on the market before, and is well worth inspection. The owner has been there for 30 years, and it is in splendid heart. (1328, 1148, 1879, 1243)
acreage: 341 (26, 253, 73, 280)
house-illustration (473, 1535, 647, 1674)
ad-listing (1328, 177, 1879, 213)
ad-land-buyers (26, 83, 224, 702)
agent-name: FARMERS' CO-OPERATIVE ORGANISATION SOCIETY, LTD., (463, 441, 656, 487)
ad-title: SUPERIOR DAIRY FARM. (253, 1578, 434, 1594)
ad-text: We can arrange for inspection at any time to suit clients. (26, 583, 224, 607)
agent-sub: Land and General Commission Agents, Grand Central Buildings, Egmont Street, New Plymouth. (682, 326, 871, 358)
ad-laybourne (1328, 1126, 1879, 1420)
acreage: 180 (1112, 463, 1159, 490)
ad-listing (1328, 139, 1879, 175)
